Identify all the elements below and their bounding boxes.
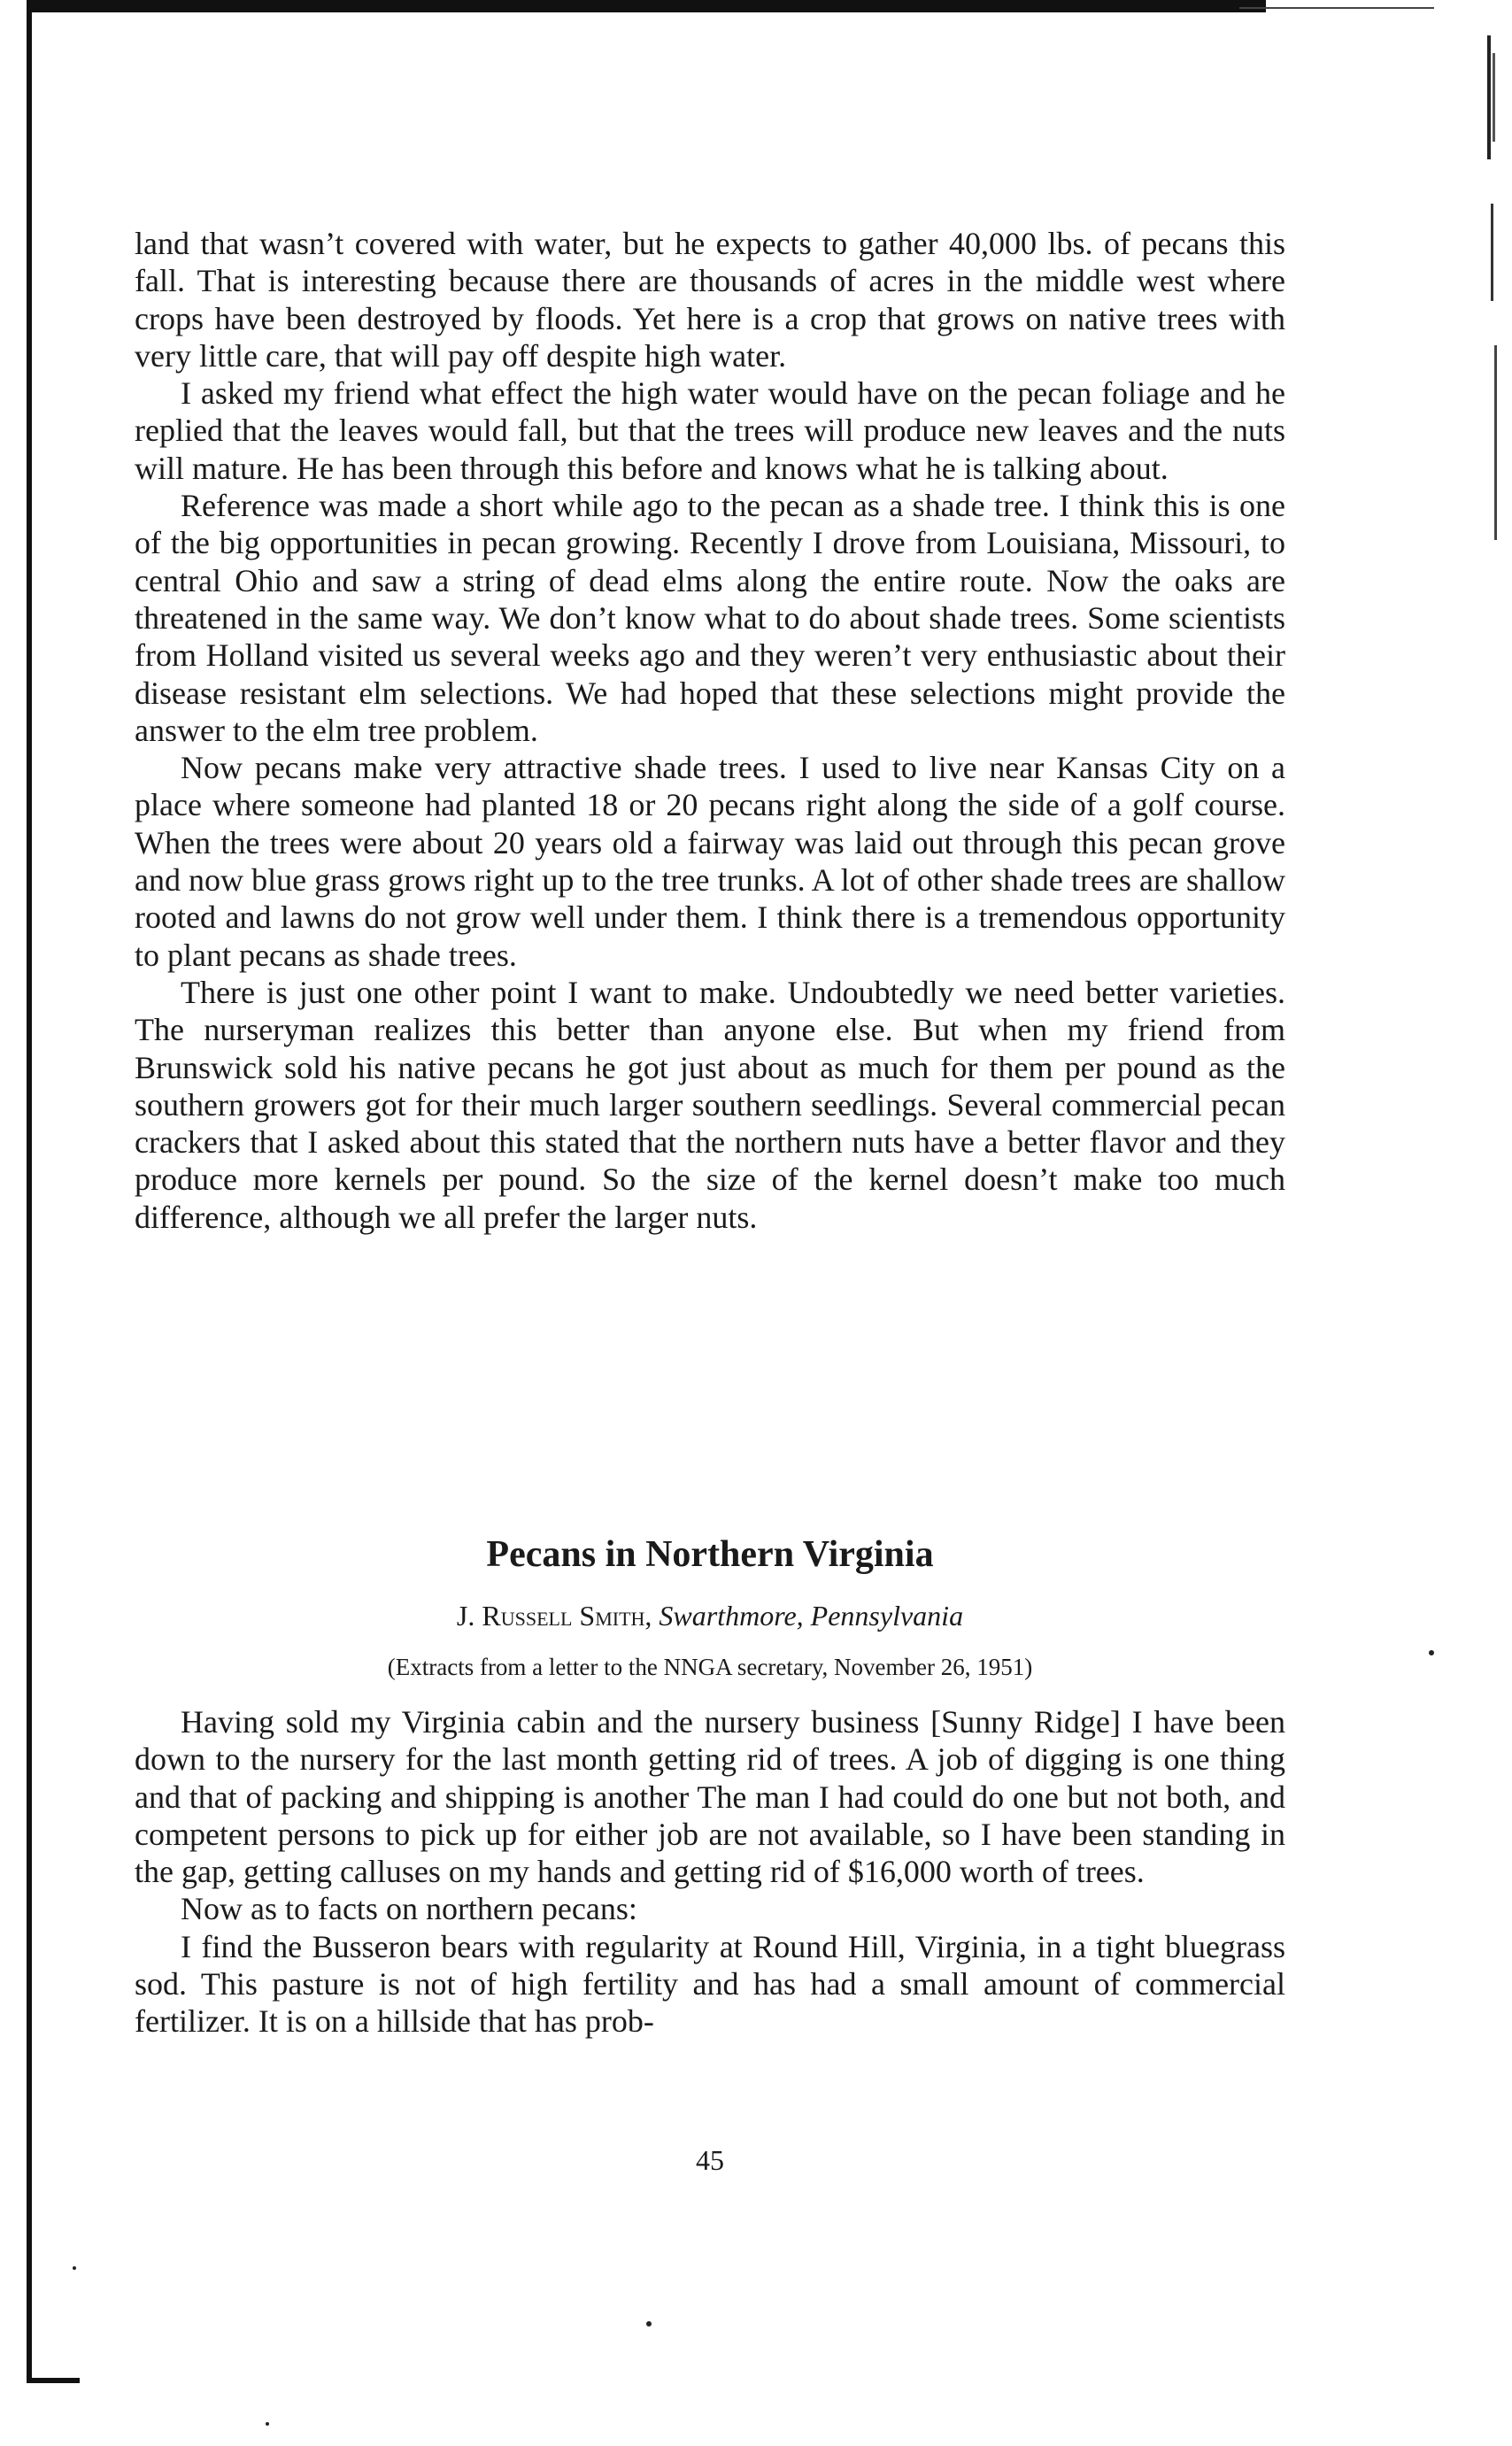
- article-paragraph: Having sold my Virginia cabin and the nursery business [Sunny Ridge] I have been down to the nursery for the last month getting rid of trees. A job of digging is one thing and that of packing and shipping is another The man I had could do one but not both, and competent persons to pick up for either job are not available, so I have been standing in the gap, getting calluses on my hands and getting rid of $16,000 worth of trees.: [135, 1704, 1285, 1890]
- scan-border-right: [1491, 204, 1493, 301]
- author-location: Swarthmore, Pennsylvania: [659, 1600, 964, 1632]
- extract-note: (Extracts from a letter to the NNGA secretary, November 26, 1951): [387, 1654, 1033, 1680]
- scan-speck: [73, 2266, 76, 2270]
- scan-border-right: [1493, 53, 1495, 142]
- body-paragraph: Now pecans make very attractive shade trees. I used to live near Kansas City on a place where someone had planted 18 or 20 pecans right along the side of a golf course. When the trees were about 20 years old a fairway was laid out through this pecan grove and now blue grass grows right up to the tree trunks. A lot of other shade trees are shallow rooted and lawns do not grow well under them. I think there is a tremendous opportunity to plant pecans as shade trees.: [135, 750, 1285, 973]
- article-paragraph: I find the Busseron bears with regularity at Round Hill, Virginia, in a tight bluegrass sod. This pasture is not of high fertility and has had a small amount of commercial fertilizer. It is on a hillside that has prob-: [135, 1928, 1285, 2040]
- continued-article-body: [135, 225, 1285, 1236]
- body-paragraph: There is just one other point I want to make. Undoubtedly we need better varieties. The nurseryman realizes this better than anyone else. But when my friend from Brunswick sold his native pecans he got just about as much for them per pound as the southern growers got for their much larger southern seedlings. Several commercial pecan crackers that I asked about this stated that the northern nuts have a better flavor and they produce more kernels per pound. So the size of the kernel doesn’t make too much difference, although we all prefer the larger nuts.: [135, 974, 1285, 1235]
- scan-speck: [1429, 1650, 1434, 1655]
- page-number: 45: [696, 2144, 724, 2176]
- scan-border-right: [1487, 35, 1491, 159]
- article-title: Pecans in Northern Virginia: [486, 1534, 934, 1575]
- article-byline: [135, 1598, 1285, 1633]
- scan-speck: [266, 2422, 269, 2426]
- body-paragraph: Reference was made a short while ago to the pecan as a shade tree. I think this is one of the big opportunities in pecan growing. Recently I drove from Louisiana, Missouri, to central Ohio and saw a string of dead elms along the entire route. Now the oaks are threatened in the same way. We don’t know what to do about shade trees. Some scientists from Holland visited us several weeks ago and they weren’t very enthusiastic about their disease resistant elm selections. We had hoped that these selections might provide the answer to the elm tree problem.: [135, 488, 1285, 748]
- article-paragraph: Now as to facts on northern pecans:: [181, 1891, 637, 1927]
- scan-border-bottom-corner: [27, 2378, 80, 2383]
- scan-border-left: [27, 0, 32, 2381]
- body-paragraph: I asked my friend what effect the high water would have on the pecan foliage and he replied that the leaves would fall, but that the trees will produce new leaves and the nuts will mature. He has been through this before and knows what he is talking about.: [135, 375, 1285, 486]
- scan-border-right: [1494, 345, 1497, 540]
- author-name: J. Russell Smith,: [456, 1600, 652, 1632]
- scan-border-top: [27, 0, 1266, 12]
- scan-border-top-thin: [1239, 7, 1434, 9]
- article-body: [135, 1703, 1285, 2041]
- body-paragraph: land that wasn’t covered with water, but he expects to gather 40,000 lbs. of pecans this fall. That is interesting because there are thousands of acres in the middle west where crops have been destroyed by floods. Yet here is a crop that grows on native trees with very little care, that will pay off despite high water.: [135, 226, 1285, 374]
- scan-speck: [646, 2321, 652, 2326]
